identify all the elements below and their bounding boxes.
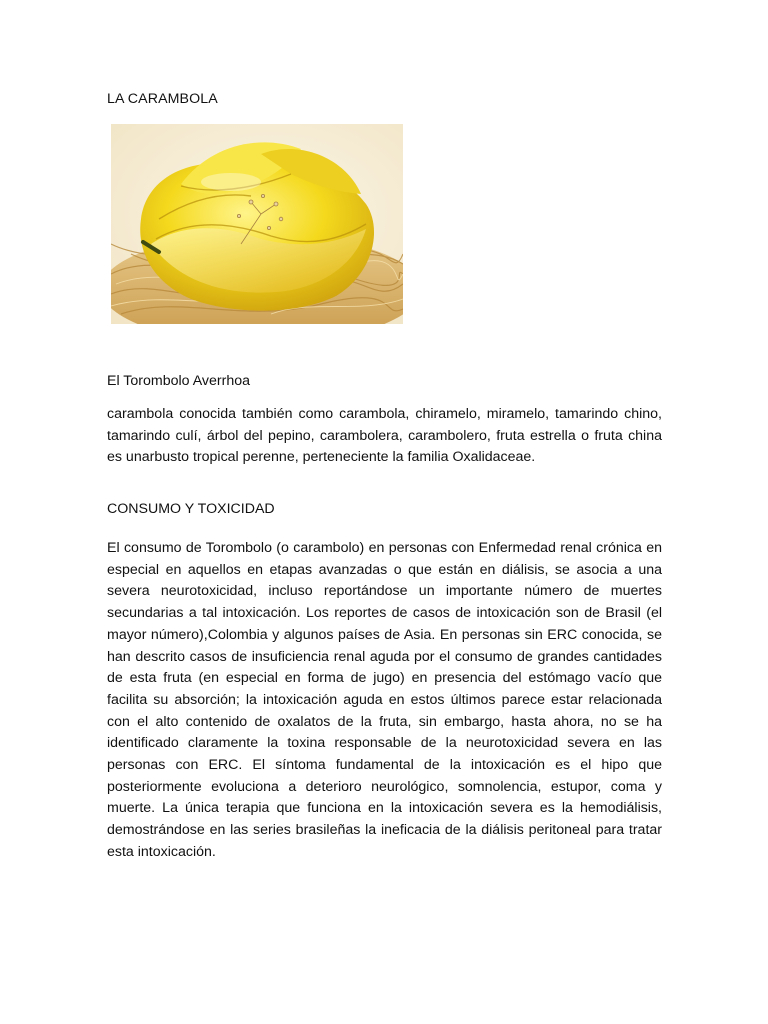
- intro-paragraph: carambola conocida también como carambola, chiramelo, miramelo, tamarindo chino, tamarindo culí, árbol del pepino, carambolera, carambolero, fruta estrella o fruta china es unarbusto tropical perenne, perteneciente la familia Oxalidaceae.: [107, 406, 662, 466]
- subtitle: El Torombolo Averrhoa: [107, 373, 251, 389]
- section-heading: CONSUMO Y TOXICIDAD: [107, 501, 275, 517]
- body-paragraph: El consumo de Torombolo (o carambolo) en personas con Enfermedad renal crónica en especial en aquellos en etapas avanzadas o que están en diálisis, se asocia a una severa neurotoxicidad, incluso reportándose un importante número de muertes secundarias a tal intoxicación. Los reportes de casos de intoxicación son de Brasil (el mayor número),Colombia y algunos países de Asia. En personas sin ERC conocida, se han descrito casos de insuficiencia renal aguda por el consumo de grandes cantidades de esta fruta (en especial en forma de jugo) en presencia del estómago vacío que facilita su absorción; la intoxicación aguda en estos últimos parece estar relacionada con el alto contenido de oxalatos de la fruta, sin embargo, hasta ahora, no se ha identificado claramente la toxina responsable de la neurotoxicidad severa en las personas con ERC. El síntoma fundamental de la intoxicación es el hipo que posteriormente evoluciona a deterioro neurológico, somnolencia, estupor, coma y muerte. La única terapia que funciona en la intoxicación severa es la hemodiálisis, demostrándose en las series brasileñas la ineficacia de la diálisis peritoneal para tratar esta intoxicación.: [107, 540, 662, 860]
- starfruit-photo: [111, 124, 403, 324]
- document-title: LA CARAMBOLA: [107, 91, 218, 107]
